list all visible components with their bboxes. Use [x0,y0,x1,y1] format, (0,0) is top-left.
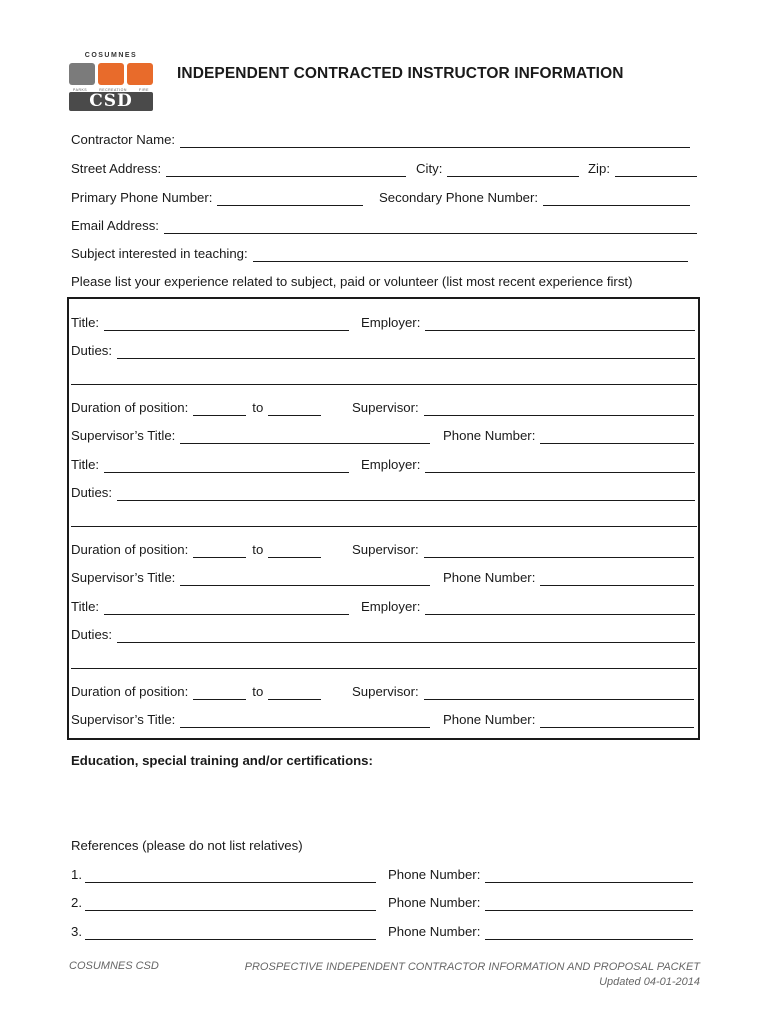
contractor-name-field[interactable] [180,134,690,148]
experience-1-to-field[interactable] [268,402,321,416]
address-row [71,161,697,177]
reference-3-phone-field[interactable] [485,926,693,940]
recreation-tile-icon [98,63,124,85]
primary-phone-field[interactable] [217,192,363,206]
experience-3-title-field[interactable] [104,601,349,615]
email-row [71,218,697,234]
experience-2-duration-row [71,542,697,558]
supervisor-label: Supervisor: [352,400,419,415]
subject-label: Subject interested in teaching: [71,246,248,261]
employer-label: Employer: [361,315,421,330]
experience-2-supervisor-title-field[interactable] [180,572,430,586]
zip-label: Zip: [588,161,610,176]
zip-field[interactable] [615,163,697,177]
duties-label: Duties: [71,343,113,358]
experience-1-supervisor-title-field[interactable] [180,430,430,444]
experience-3-phone-field[interactable] [540,714,694,728]
references-heading: References (please do not list relatives) [71,838,303,853]
reference-1-number: 1. [71,867,82,882]
experience-1-employer-field[interactable] [425,317,695,331]
phone-label: Phone Number: [443,712,536,727]
title-label: Title: [71,315,100,330]
footer-right-line-2: Updated 04-01-2014 [599,976,700,988]
duration-label: Duration of position: [71,684,189,699]
employer-label: Employer: [361,599,421,614]
reference-3-number: 3. [71,924,82,939]
email-label: Email Address: [71,218,159,233]
experience-2-supervisor-field[interactable] [424,544,694,558]
reference-1-phone-field[interactable] [485,869,693,883]
experience-3-duties-row [71,627,697,643]
experience-1-title-row [71,315,697,331]
logo-top-text: COSUMNES [84,52,138,59]
employer-label: Employer: [361,457,421,472]
experience-1-title-field[interactable] [104,317,349,331]
experience-1-duties-field[interactable] [117,345,695,359]
experience-3-duties-field[interactable] [117,629,695,643]
experience-2-from-field[interactable] [193,544,246,558]
experience-3-title-row [71,599,697,615]
experience-1-duration-row [71,400,697,416]
experience-1-duties-row [71,343,697,359]
reference-2-phone-field[interactable] [485,897,693,911]
reference-1-row [71,867,697,883]
footer-right-line-1: PROSPECTIVE INDEPENDENT CONTRACTOR INFORMATION AND PROPOSAL PACKET [244,961,700,973]
experience-1-duties-line-2[interactable] [71,371,697,385]
reference-3-phone-label: Phone Number: [388,924,481,939]
experience-3-to-field[interactable] [268,686,321,700]
supervisor-title-label: Supervisor’s Title: [71,570,176,585]
subject-field[interactable] [253,248,688,262]
experience-2-title-row [71,457,697,473]
phone-label: Phone Number: [443,570,536,585]
education-answer-area[interactable] [71,772,697,830]
experience-1-supervisor-field[interactable] [424,402,694,416]
logo-sub-parks: PARKS [73,88,88,92]
experience-3-duties-continued-row [71,655,697,671]
contractor-name-row [71,132,697,148]
parks-tile-icon [69,63,95,85]
experience-3-from-field[interactable] [193,686,246,700]
experience-2-duties-continued-row [71,513,697,529]
subject-row [71,246,697,262]
supervisor-title-label: Supervisor’s Title: [71,712,176,727]
experience-3-supervisor-title-field[interactable] [180,714,430,728]
city-field[interactable] [447,163,579,177]
reference-2-name-field[interactable] [85,897,376,911]
experience-3-employer-field[interactable] [425,601,695,615]
title-label: Title: [71,457,100,472]
experience-3-duration-row [71,684,697,700]
duties-label: Duties: [71,627,113,642]
logo-tiles [69,63,153,87]
reference-2-phone-label: Phone Number: [388,895,481,910]
city-label: City: [416,161,443,176]
logo-sub-recreation: RECREATION [99,88,127,92]
experience-2-to-field[interactable] [268,544,321,558]
street-address-label: Street Address: [71,161,162,176]
phone-label: Phone Number: [443,428,536,443]
supervisor-title-label: Supervisor’s Title: [71,428,176,443]
experience-1-duties-continued-row [71,371,697,387]
reference-2-number: 2. [71,895,82,910]
duties-label: Duties: [71,485,113,500]
experience-3-duties-line-2[interactable] [71,655,697,669]
to-label: to [252,400,264,415]
footer-left: COSUMNES CSD [69,960,159,972]
reference-1-name-field[interactable] [85,869,376,883]
secondary-phone-label: Secondary Phone Number: [379,190,539,205]
page-title: INDEPENDENT CONTRACTED INSTRUCTOR INFORMATION [177,65,624,82]
footer-right [245,960,700,990]
supervisor-label: Supervisor: [352,542,419,557]
title-label: Title: [71,599,100,614]
fire-tile-icon [127,63,153,85]
experience-1-from-field[interactable] [193,402,246,416]
street-address-field[interactable] [166,163,406,177]
experience-2-employer-field[interactable] [425,459,695,473]
reference-1-phone-label: Phone Number: [388,867,481,882]
experience-2-duties-line-2[interactable] [71,513,697,527]
cosumnes-csd-logo [67,52,155,112]
experience-1-supervisor-title-row [71,428,697,444]
experience-2-supervisor-title-row [71,570,697,586]
experience-2-duties-row [71,485,697,501]
logo-sub-fire: FIRE [138,88,149,92]
experience-3-supervisor-title-row [71,712,697,728]
to-label: to [252,684,264,699]
contractor-name-label: Contractor Name: [71,132,176,147]
reference-3-row [71,924,697,940]
primary-phone-label: Primary Phone Number: [71,190,213,205]
secondary-phone-field[interactable] [543,192,690,206]
duration-label: Duration of position: [71,542,189,557]
reference-2-row [71,895,697,911]
duration-label: Duration of position: [71,400,189,415]
experience-2-title-field[interactable] [104,459,349,473]
experience-1-phone-field[interactable] [540,430,694,444]
education-heading: Education, special training and/or certifications: [71,753,373,768]
phone-row [71,190,697,206]
experience-intro: Please list your experience related to subject, paid or volunteer (list most recent experience first) [71,274,633,289]
experience-2-phone-field[interactable] [540,572,694,586]
logo-csd-mark: CSD [69,92,153,111]
experience-3-supervisor-field[interactable] [424,686,694,700]
email-field[interactable] [164,220,697,234]
experience-2-duties-field[interactable] [117,487,695,501]
reference-3-name-field[interactable] [85,926,376,940]
supervisor-label: Supervisor: [352,684,419,699]
to-label: to [252,542,264,557]
